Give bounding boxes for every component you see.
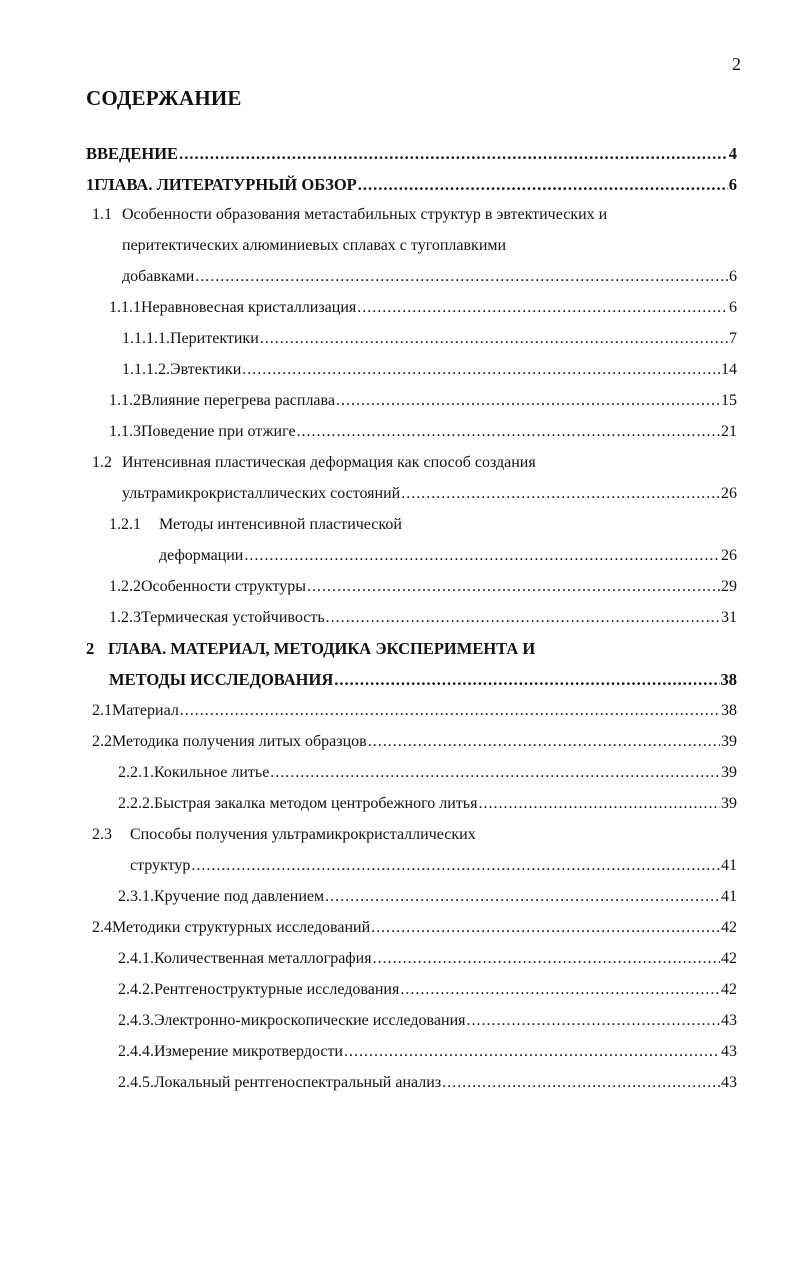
toc-entry-text: перитектических алюминиевых сплавах с тугоплавкими <box>122 237 507 254</box>
toc-leader <box>307 577 720 597</box>
toc-entry-chapter-2-line-1[interactable] <box>86 639 535 659</box>
toc-leader <box>358 175 728 195</box>
toc-leader <box>400 980 720 1000</box>
toc-entry-2-4-4[interactable] <box>118 1042 737 1062</box>
toc-entry-1-2-1-line-1[interactable] <box>109 515 402 535</box>
toc-entry-number: 2.4 <box>92 919 112 936</box>
toc-entry-number: 1.2.2 <box>109 578 141 595</box>
toc-entry-number: 1.2.1 <box>109 516 141 533</box>
toc-page-number: 31 <box>721 609 737 626</box>
toc-leader <box>244 546 720 566</box>
toc-leader <box>371 918 720 938</box>
toc-page-number: 6 <box>729 268 737 285</box>
toc-entry-number: 2.4.3. <box>118 1012 154 1029</box>
toc-entry-number: 1.1.1.2. <box>122 361 170 378</box>
toc-entry-text: Методики структурных исследований <box>112 919 371 936</box>
toc-entry-text: Эвтектики <box>170 361 242 378</box>
toc-entry-number: 2.4.4. <box>118 1043 154 1060</box>
toc-entry-text: деформации <box>159 547 244 564</box>
toc-page-number: 4 <box>728 144 737 163</box>
toc-entry-text: Методика получения литых образцов <box>112 733 367 750</box>
toc-entry-2-3-1[interactable] <box>118 887 737 907</box>
toc-leader <box>373 949 720 969</box>
toc-entry-number: 2 <box>86 639 95 658</box>
toc-leader <box>336 391 720 411</box>
toc-entry-text: Влияние перегрева расплава <box>141 392 335 409</box>
toc-entry-text: Поведение при отжиге <box>141 423 296 440</box>
toc-entry-text: Термическая устойчивость <box>141 609 325 626</box>
toc-entry-text: Локальный рентгеноспектральный анализ <box>154 1074 442 1091</box>
toc-entry-1-1-line-3[interactable] <box>122 267 737 287</box>
toc-entry-number: 1.1.1 <box>109 299 141 316</box>
toc-entry-2-2-2[interactable] <box>118 794 737 814</box>
toc-page-number: 42 <box>721 950 737 967</box>
toc-entry-text: Особенности образования метастабильных структур в эвтектических и <box>122 206 608 223</box>
toc-entry-number: 2.4.1. <box>118 950 154 967</box>
toc-entry-text: МЕТОДЫ ИССЛЕДОВАНИЯ <box>109 670 334 689</box>
toc-entry-1-1-1-2[interactable] <box>122 360 737 380</box>
toc-entry-text: Кручение под давлением <box>154 888 325 905</box>
toc-entry-1-1-1[interactable] <box>109 298 737 318</box>
toc-entry-2-4-2[interactable] <box>118 980 737 1000</box>
toc-entry-1-1-line-2[interactable] <box>122 236 506 256</box>
toc-page-number: 6 <box>729 299 737 316</box>
toc-leader <box>442 1073 720 1093</box>
toc-page-number: 38 <box>721 702 737 719</box>
toc-leader <box>260 329 728 349</box>
toc-entry-number: 1.1.3 <box>109 423 141 440</box>
toc-leader <box>478 794 720 814</box>
toc-page-number: 29 <box>721 578 737 595</box>
toc-leader <box>191 856 720 876</box>
toc-entry-text: Интенсивная пластическая деформация как способ создания <box>122 454 536 471</box>
toc-entry-number: 1.2.3 <box>109 609 141 626</box>
toc-page-number: 43 <box>721 1012 737 1029</box>
toc-entry-text: структур <box>130 857 191 874</box>
toc-page-number: 7 <box>729 330 737 347</box>
toc-entry-text: ультрамикрокристаллических состояний <box>122 485 401 502</box>
toc-entry-2-4[interactable] <box>92 918 737 938</box>
toc-entry-number: 2.3.1. <box>118 888 154 905</box>
toc-entry-1-1-line-1[interactable] <box>92 205 607 225</box>
toc-page-number: 15 <box>721 392 737 409</box>
toc-entry-text: ГЛАВА. ЛИТЕРАТУРНЫЙ ОБЗОР <box>94 175 357 194</box>
toc-entry-1-2-line-1[interactable] <box>92 453 536 473</box>
toc-entry-number: 2.3 <box>92 826 112 843</box>
toc-entry-chapter-1[interactable] <box>86 175 737 195</box>
toc-entry-text: Методы интенсивной пластической <box>159 516 402 533</box>
toc-page-number: 14 <box>721 361 737 378</box>
toc-entry-1-1-2[interactable] <box>109 391 737 411</box>
toc-page-number: 43 <box>721 1074 737 1091</box>
toc-entry-number: 1.2 <box>92 454 112 471</box>
toc-entry-introduction[interactable] <box>86 144 737 164</box>
toc-entry-text: добавками <box>122 268 195 285</box>
toc-entry-text: Электронно-микроскопические исследования <box>154 1012 466 1029</box>
toc-entry-2-4-1[interactable] <box>118 949 737 969</box>
toc-entry-text: Особенности структуры <box>141 578 307 595</box>
toc-leader <box>297 422 720 442</box>
toc-entry-text: ГЛАВА. МАТЕРИАЛ, МЕТОДИКА ЭКСПЕРИМЕНТА И <box>108 639 536 658</box>
toc-entry-1-2-1-line-2[interactable] <box>159 546 737 566</box>
toc-entry-1-2-2[interactable] <box>109 577 737 597</box>
toc-page-number: 39 <box>721 733 737 750</box>
toc-entry-number: 2.1 <box>92 702 112 719</box>
toc-page-number: 6 <box>728 175 737 194</box>
toc-page-number: 21 <box>721 423 737 440</box>
toc-entry-2-4-5[interactable] <box>118 1073 737 1093</box>
toc-leader <box>334 670 719 690</box>
page-title: СОДЕРЖАНИЕ <box>86 86 242 110</box>
toc-entry-number: 1 <box>86 175 95 194</box>
toc-entry-1-2-3[interactable] <box>109 608 737 628</box>
toc-page-number: 38 <box>720 670 737 689</box>
toc-page-number: 39 <box>721 764 737 781</box>
toc-entry-chapter-2-line-2[interactable] <box>109 670 737 690</box>
page-number: 2 <box>732 54 741 74</box>
toc-leader <box>344 1042 720 1062</box>
toc-page-number: 26 <box>721 485 737 502</box>
toc-page-number: 43 <box>721 1043 737 1060</box>
toc-leader <box>242 360 720 380</box>
toc-entry-2-2[interactable] <box>92 732 737 752</box>
toc-entry-number: 1.1 <box>92 206 112 223</box>
toc-entry-text: Рентгеноструктурные исследования <box>154 981 400 998</box>
toc-entry-text: Перитектики <box>170 330 259 347</box>
toc-entry-2-3-line-2[interactable] <box>130 856 737 876</box>
toc-entry-number: 2.2 <box>92 733 112 750</box>
toc-entry-number: 2.2.1. <box>118 764 154 781</box>
toc-entry-number: 2.2.2. <box>118 795 154 812</box>
toc-page-number: 26 <box>721 547 737 564</box>
toc-entry-2-1[interactable] <box>92 701 737 721</box>
toc-entry-2-2-1[interactable] <box>118 763 737 783</box>
toc-page-number: 41 <box>721 857 737 874</box>
toc-leader <box>195 267 728 287</box>
toc-entry-2-3-line-1[interactable] <box>92 825 476 845</box>
toc-page-number: 42 <box>721 981 737 998</box>
toc-entry-text: Измерение микротвердости <box>154 1043 343 1060</box>
toc-entry-text: Материал <box>112 702 179 719</box>
toc-page-number: 39 <box>721 795 737 812</box>
toc-entry-text: Кокильное литье <box>154 764 270 781</box>
toc-entry-number: 2.4.5. <box>118 1074 154 1091</box>
toc-leader <box>368 732 720 752</box>
toc-leader <box>357 298 728 318</box>
toc-entry-1-1-3[interactable] <box>109 422 737 442</box>
toc-entry-2-4-3[interactable] <box>118 1011 737 1031</box>
toc-entry-text: Неравновесная кристаллизация <box>141 299 357 316</box>
toc-entry-number: 2.4.2. <box>118 981 154 998</box>
toc-leader <box>401 484 720 504</box>
toc-entry-1-2-line-2[interactable] <box>122 484 737 504</box>
toc-leader <box>325 887 720 907</box>
toc-entry-text: Быстрая закалка методом центробежного литья <box>154 795 478 812</box>
toc-entry-number: 1.1.2 <box>109 392 141 409</box>
toc-leader <box>270 763 720 783</box>
toc-leader <box>326 608 720 628</box>
toc-leader <box>179 144 728 164</box>
toc-page-number: 42 <box>721 919 737 936</box>
toc-entry-number: 1.1.1.1. <box>122 330 170 347</box>
toc-leader <box>180 701 720 721</box>
toc-page-number: 41 <box>721 888 737 905</box>
toc-leader <box>466 1011 720 1031</box>
toc-entry-text: Способы получения ультрамикрокристаллических <box>130 826 476 843</box>
toc-entry-text: Количественная металлография <box>154 950 372 967</box>
toc-entry-1-1-1-1[interactable] <box>122 329 737 349</box>
toc-entry-text: ВВЕДЕНИЕ <box>86 144 179 163</box>
